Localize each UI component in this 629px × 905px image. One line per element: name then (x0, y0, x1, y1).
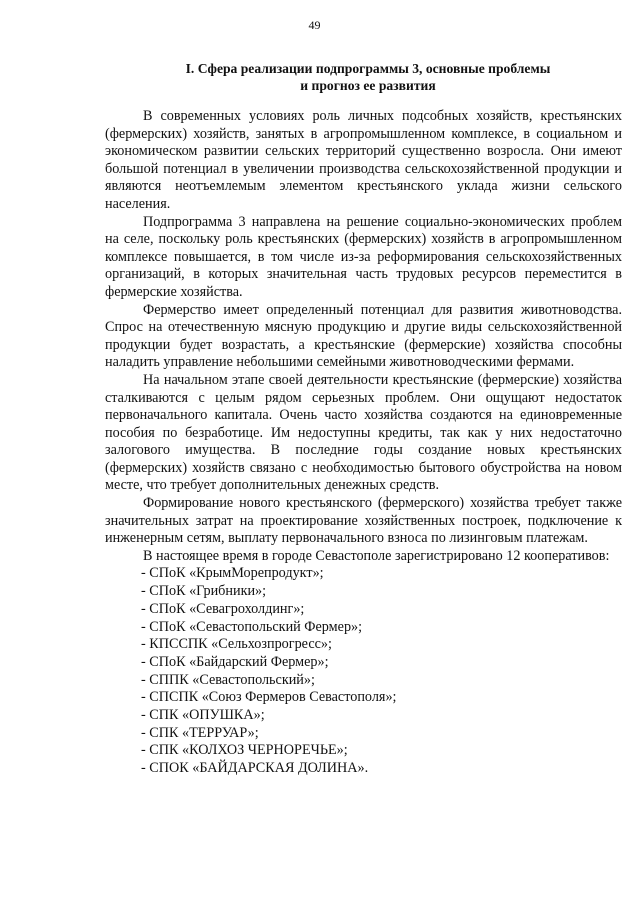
section-heading-line-2: и прогноз ее развития (300, 78, 436, 93)
list-item: - СПоК «Севагрохолдинг»; (141, 600, 305, 617)
paragraph: Подпрограмма 3 направлена на решение социально-экономических проблем на селе, поскольку роль крестьянских (фермерских) хозяйств в агропромышленном комплексе повышается, в том числе из-за реформирования сельскохозяйственных организаций, в которых значительная часть трудовых ресурсов переместится в фермерские хозяйства. (105, 213, 622, 300)
document-body (105, 108, 622, 778)
list-item: - СПоК «Байдарский Фермер»; (141, 653, 329, 670)
list-item: - СПоК «Грибники»; (141, 583, 267, 600)
paragraph: Формирование нового крестьянского (фермерского) хозяйства требует также значительных затрат на проектирование хозяйственных построек, подключение к инженерным сетям, выплату первоначального взноса по лизинговым платежам. (105, 495, 622, 547)
list-item: - СПК «ТЕРРУАР»; (141, 724, 259, 741)
page-number: 49 (308, 18, 321, 32)
list-item: - СППК «Севастопольский»; (141, 671, 315, 688)
section-heading-line-1: I. Сфера реализации подпрограммы 3, основные проблемы (185, 61, 551, 76)
list-item: - СПОК «БАЙДАРСКАЯ ДОЛИНА». (141, 760, 369, 777)
list-item: - СПСПК «Союз Фермеров Севастополя»; (141, 689, 397, 706)
list-item: - СПК «ОПУШКА»; (141, 707, 265, 724)
list-item: - СПоК «КрымМорепродукт»; (141, 565, 324, 582)
paragraph: Фермерство имеет определенный потенциал для развития животноводства. Спрос на отечественную мясную продукцию и другие виды сельскохозяйственной продукции будет возрастать, а крестьянские (фермерские) хозяйства способны наладить управление небольшими семейными животноводческими фермами. (105, 301, 622, 371)
list-item: - СПК «КОЛХОЗ ЧЕРНОРЕЧЬЕ»; (141, 742, 348, 759)
paragraph: На начальном этапе своей деятельности крестьянские (фермерские) хозяйства сталкиваются с целым рядом серьезных проблем. Они ощущают недостаток первоначального капитала. Очень часто хозяйства создаются на единовременные пособия по безработице. Им недоступны кредиты, так как у них недостаточно залогового имущества. В последние годы создание новых крестьянских (фермерских) хозяйств связано с необходимостью бытового обустройства на новом месте, что требует дополнительных денежных средств. (105, 371, 622, 494)
list-item: - КПССПК «Сельхозпрогресс»; (141, 636, 332, 653)
list-item: - СПоК «Севастопольский Фермер»; (141, 618, 363, 635)
paragraph: В настоящее время в городе Севастополе зарегистрировано 12 кооперативов: (143, 547, 610, 564)
cooperatives-list (105, 565, 622, 777)
section-heading (108, 60, 628, 94)
paragraph: В современных условиях роль личных подсобных хозяйств, крестьянских (фермерских) хозяйств, занятых в агропромышленном комплексе, в социальном и экономическом развитии сельских территорий существенно возросла. Они имеют большой потенциал в увеличении производства сельскохозяйственной продукции и являются неотъемлемым элементом крестьянского уклада жизни сельского населения. (105, 108, 622, 212)
